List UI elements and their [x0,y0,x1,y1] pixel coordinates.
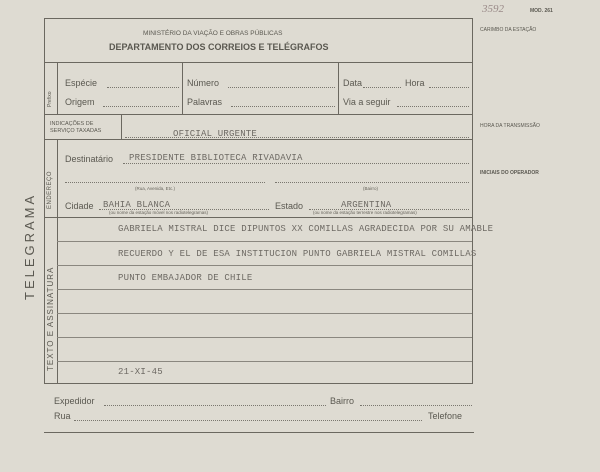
rua-hint: (Rua, Avenida, Etc.) [135,186,175,191]
bairro-address-field[interactable] [275,182,469,183]
cidade-hint: (ou nome da estação móvel nos radiotelegramas) [109,210,209,215]
indicacoes-label: INDICAÇÕES DE SERVIÇO TAXADAS [50,121,102,134]
bairro-footer-label: Bairro [330,396,355,406]
department-title: DEPARTAMENTO DOS CORREIOS E TELÉGRAFOS [109,42,329,52]
message-date: 21-XI-45 [118,367,163,377]
expedidor-label: Expedidor [54,396,95,406]
indicacoes-value: OFICIAL URGENTE [173,129,258,139]
iniciais-operador-label: INICIAIS DO OPERADOR [480,170,539,176]
cidade-value: BAHIA BLANCA [103,200,171,210]
via-a-seguir-field[interactable] [397,106,469,107]
indicacoes-field[interactable] [125,137,469,138]
telegrama-title: TELEGRAMA [22,192,37,300]
origem-field[interactable] [103,106,179,107]
rua-field[interactable] [65,182,265,183]
telegram-form [44,18,494,384]
bairro-hint: (Bairro) [363,186,379,191]
via-a-seguir-label: Via a seguir [343,97,391,107]
estado-value: ARGENTINA [341,200,392,210]
rua-footer-label: Rua [54,411,71,421]
data-field[interactable] [363,87,401,88]
expedidor-field[interactable] [104,405,326,406]
form-code: MOD. 261 [530,8,553,14]
numero-label: Número [187,78,220,88]
data-label: Data [343,78,363,88]
handwritten-number: 3592 [482,3,504,15]
endereco-label: ENDEREÇO [47,170,53,209]
destinatario-label: Destinatário [65,154,114,164]
hora-label: Hora [405,78,425,88]
hora-transmissao-label: HORA DA TRANSMISSÃO [480,123,540,129]
ministry-title: MINISTÉRIO DA VIAÇÃO E OBRAS PÚBLICAS [143,30,283,37]
prefixo-label: Prefixo [47,91,53,107]
carimbo-label: CARIMBO DA ESTAÇÃO [480,27,537,33]
telefone-label: Telefone [428,411,463,421]
especie-field[interactable] [107,87,179,88]
estado-hint: (ou nome da estação terrestre nos radiotelegramas) [313,210,417,215]
estado-label: Estado [275,201,304,211]
message-line-2: RECUERDO Y EL DE ESA INSTITUCION PUNTO GABRIELA MISTRAL COMILLAS [118,249,477,259]
bairro-footer-field[interactable] [360,405,472,406]
texto-assinatura-label: TEXTO E ASSINATURA [46,266,55,371]
rua-footer-field[interactable] [74,420,422,421]
destinatario-value: PRESIDENTE BIBLIOTECA RIVADAVIA [129,153,303,163]
especie-label: Espécie [65,78,98,88]
palavras-label: Palavras [187,97,223,107]
message-line-3: PUNTO EMBAJADOR DE CHILE [118,273,253,283]
hora-field[interactable] [429,87,469,88]
destinatario-field[interactable] [123,163,469,164]
origem-label: Origem [65,97,95,107]
palavras-field[interactable] [231,106,335,107]
cidade-label: Cidade [65,201,94,211]
numero-field[interactable] [228,87,335,88]
message-line-1: GABRIELA MISTRAL DICE DIPUNTOS XX COMILLAS AGRADECIDA POR SU AMABLE [118,224,494,234]
